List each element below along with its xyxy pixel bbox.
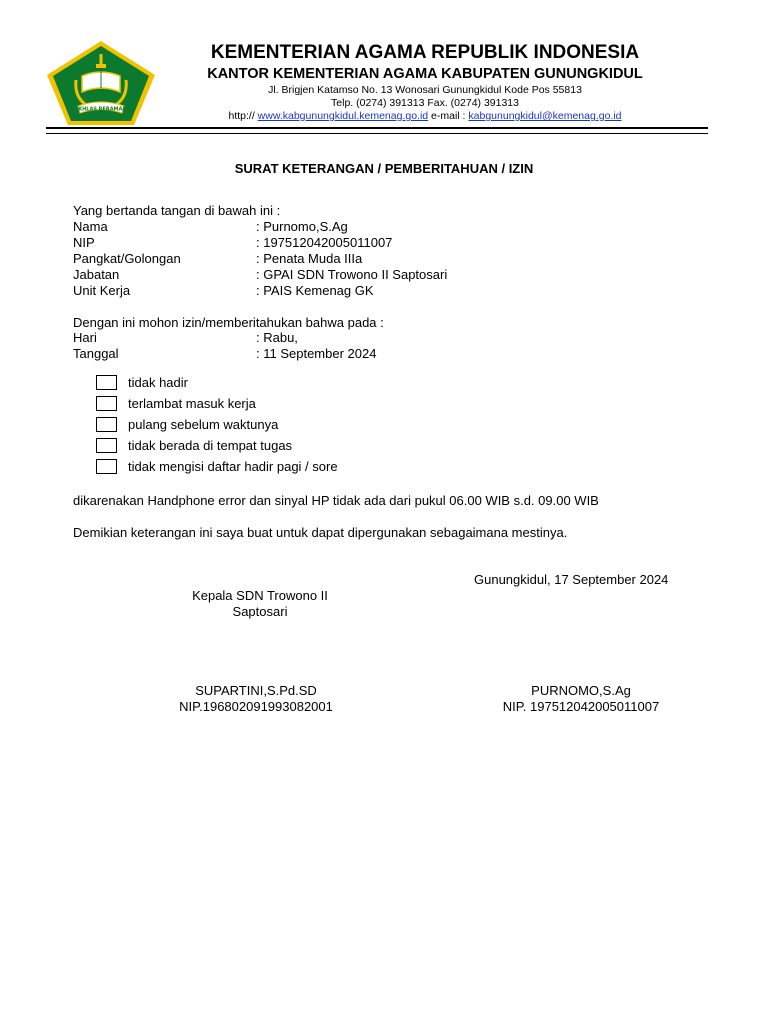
- document-title: SURAT KETERANGAN / PEMBERITAHUAN / IZIN: [234, 161, 534, 176]
- website-link[interactable]: www.kabgunungkidul.kemenag.go.id: [257, 110, 429, 122]
- field-value-hari: : Rabu,: [256, 330, 298, 345]
- email-link[interactable]: kabgunungkidul@kemenag.go.id: [468, 110, 622, 122]
- notice-intro: Dengan ini mohon izin/memberitahukan bahwa pada :: [73, 315, 384, 330]
- field-value-nip: : 197512042005011007: [256, 235, 393, 250]
- left-signer-title-1: Kepala SDN Trowono II: [192, 588, 328, 603]
- right-signer-nip: NIP. 197512042005011007: [502, 699, 660, 714]
- reason-text: dikarenakan Handphone error dan sinyal HP tidak ada dari pukul 06.00 WIB s.d. 09.00 WIB: [73, 493, 599, 508]
- field-value-jabatan: : GPAI SDN Trowono II Saptosari: [256, 267, 448, 282]
- phone-line: Telp. (0274) 391313 Fax. (0274) 391313: [331, 97, 519, 109]
- field-label-pangkat: Pangkat/Golongan: [73, 251, 181, 266]
- svg-text:IKHLAS BERAMAL: IKHLAS BERAMAL: [76, 106, 126, 113]
- ministry-heading: KEMENTERIAN AGAMA REPUBLIK INDONESIA: [210, 42, 640, 63]
- checkbox-tidak-di-tempat[interactable]: [96, 438, 117, 453]
- kemenag-logo: [46, 40, 156, 126]
- place-date: Gunungkidul, 17 September 2024: [474, 572, 669, 587]
- option-label-pulang-awal: pulang sebelum waktunya: [128, 417, 279, 432]
- header-rule-thin: [46, 133, 708, 134]
- left-signer-title-2: Saptosari: [232, 604, 288, 619]
- left-signer-name: SUPARTINI,S.Pd.SD: [195, 683, 317, 698]
- field-label-hari: Hari: [73, 330, 97, 345]
- web-prefix: http://: [228, 110, 255, 122]
- email-prefix: e-mail :: [431, 110, 466, 122]
- left-signer-nip: NIP.196802091993082001: [179, 699, 333, 714]
- checkbox-tidak-mengisi[interactable]: [96, 459, 117, 474]
- field-value-tanggal: : 11 September 2024: [256, 346, 377, 361]
- header-rule-thick: [46, 127, 708, 129]
- field-label-nip: NIP: [73, 235, 95, 250]
- checkbox-terlambat[interactable]: [96, 396, 117, 411]
- field-label-tanggal: Tanggal: [73, 346, 119, 361]
- option-label-tidak-di-tempat: tidak berada di tempat tugas: [128, 438, 293, 453]
- contact-line: [160, 110, 690, 122]
- field-label-unit-kerja: Unit Kerja: [73, 283, 131, 298]
- field-label-jabatan: Jabatan: [73, 267, 120, 282]
- right-signer-name: PURNOMO,S.Ag: [531, 683, 631, 698]
- checkbox-pulang-awal[interactable]: [96, 417, 117, 432]
- option-label-tidak-mengisi: tidak mengisi daftar hadir pagi / sore: [128, 459, 338, 474]
- field-value-pangkat: : Penata Muda IIIa: [256, 251, 363, 266]
- checkbox-tidak-hadir[interactable]: [96, 375, 117, 390]
- field-value-nama: : Purnomo,S.Ag: [256, 219, 348, 234]
- option-label-terlambat: terlambat masuk kerja: [128, 396, 256, 411]
- office-heading: KANTOR KEMENTERIAN AGAMA KABUPATEN GUNUNGKIDUL: [207, 66, 643, 82]
- field-value-unit-kerja: : PAIS Kemenag GK: [256, 283, 374, 298]
- intro-text: Yang bertanda tangan di bawah ini :: [73, 203, 281, 218]
- address-line: Jl. Brigjen Katamso No. 13 Wonosari Gunungkidul Kode Pos 55813: [268, 84, 582, 96]
- closing-text: Demikian keterangan ini saya buat untuk dapat dipergunakan sebagaimana mestinya.: [73, 525, 568, 540]
- field-label-nama: Nama: [73, 219, 108, 234]
- option-label-tidak-hadir: tidak hadir: [128, 375, 188, 390]
